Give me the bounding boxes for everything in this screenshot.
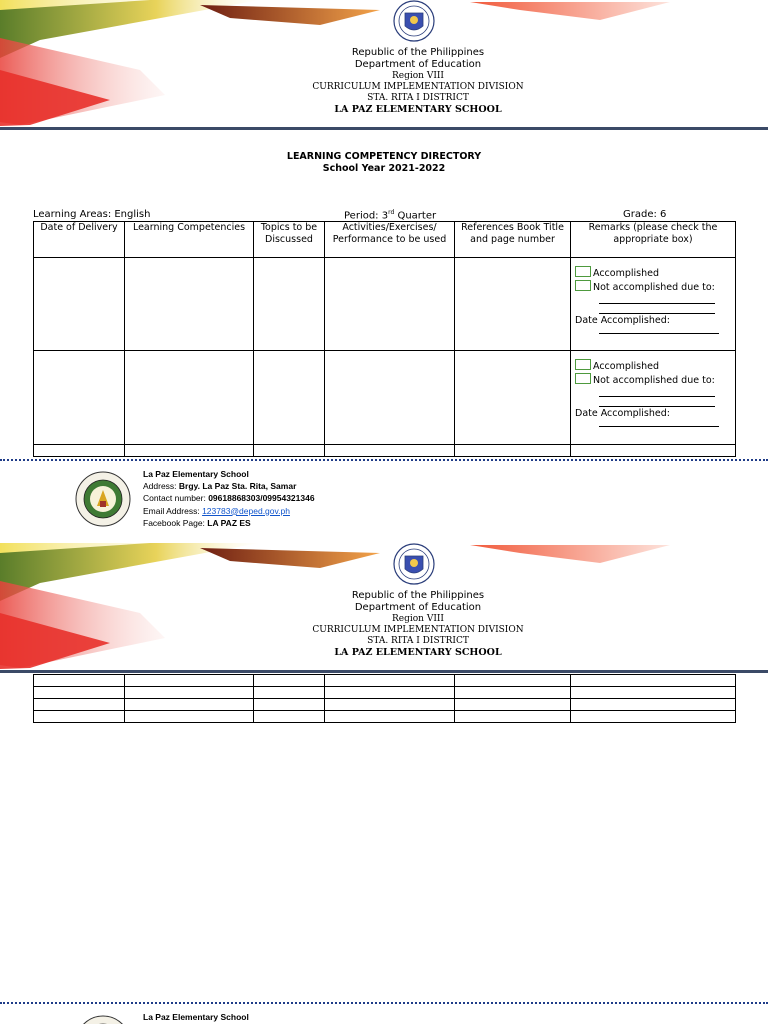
school-logo-icon — [75, 470, 131, 528]
header-division: CURRICULUM IMPLEMENTATION DIVISION — [312, 82, 524, 92]
header-region: Region VIII — [392, 71, 444, 81]
not-accomplished-label: Not accomplished due to: — [593, 281, 715, 293]
school-logo-clip — [75, 1014, 131, 1024]
footer-divider — [0, 1002, 768, 1004]
topic-cell[interactable] — [254, 675, 325, 687]
reason-line[interactable] — [599, 397, 715, 407]
table-row — [34, 445, 736, 457]
grade: Grade: 6 — [623, 209, 667, 220]
reference-cell[interactable] — [455, 675, 571, 687]
school-year: School Year 2021-2022 — [322, 163, 446, 174]
period-suffix: Quarter — [394, 210, 437, 222]
activity-cell[interactable] — [325, 687, 455, 699]
date-cell[interactable] — [34, 445, 125, 457]
footer-contact-number: 09618868303/09954321346 — [208, 493, 315, 504]
date-accomplished-line[interactable] — [599, 420, 719, 427]
footer-school-name: La Paz Elementary School — [143, 1012, 249, 1022]
reason-line[interactable] — [599, 293, 715, 304]
competency-table — [33, 221, 736, 457]
header-republic: Republic of the Philippines — [351, 590, 485, 601]
footer-facebook-label: Facebook Page: — [143, 517, 208, 528]
period-prefix: Period: 3 — [344, 210, 389, 222]
accomplished-label: Accomplished — [593, 268, 659, 279]
competency-cell[interactable] — [125, 675, 254, 687]
agency-header — [268, 47, 568, 116]
remarks-cell[interactable] — [571, 711, 736, 723]
remarks-cell[interactable] — [571, 687, 736, 699]
not-accomplished-checkbox[interactable] — [575, 280, 591, 291]
table-row — [34, 351, 736, 445]
header-remarks: Remarks (please check the appropriate box) — [571, 222, 736, 258]
competency-cell[interactable] — [125, 258, 254, 351]
not-accomplished-checkbox[interactable] — [575, 373, 591, 384]
reference-cell[interactable] — [455, 445, 571, 457]
header-department: Department of Education — [354, 59, 482, 70]
deped-seal-icon — [392, 0, 436, 44]
date-cell[interactable] — [34, 351, 125, 445]
footer-contact — [143, 468, 315, 529]
reference-cell[interactable] — [455, 699, 571, 711]
header-division: CURRICULUM IMPLEMENTATION DIVISION — [312, 625, 524, 635]
header-region: Region VIII — [392, 614, 444, 624]
date-accomplished-label: Date Accomplished: — [575, 315, 670, 326]
footer-divider — [0, 459, 768, 461]
topic-cell[interactable] — [254, 445, 325, 457]
competency-cell[interactable] — [125, 711, 254, 723]
activity-cell[interactable] — [325, 258, 455, 351]
table-header-row — [34, 222, 736, 258]
topic-cell[interactable] — [254, 711, 325, 723]
remarks-cell[interactable] — [571, 699, 736, 711]
header-school: LA PAZ ELEMENTARY SCHOOL — [334, 647, 502, 658]
table-row — [34, 711, 736, 723]
header-activities: Activities/Exercises/ Performance to be used — [325, 222, 455, 258]
topic-cell[interactable] — [254, 687, 325, 699]
not-accomplished-label: Not accomplished due to: — [593, 374, 715, 386]
table-row — [34, 675, 736, 687]
header-learning-competencies: Learning Competencies — [125, 222, 254, 258]
topic-cell[interactable] — [254, 258, 325, 351]
document-title-block — [200, 151, 568, 175]
footer-address: Brgy. La Paz Sta. Rita, Samar — [178, 481, 297, 492]
accomplished-checkbox[interactable] — [575, 266, 591, 277]
table-row — [34, 687, 736, 699]
date-cell[interactable] — [34, 258, 125, 351]
reference-cell[interactable] — [455, 258, 571, 351]
activity-cell[interactable] — [325, 445, 455, 457]
remarks-cell — [571, 258, 736, 351]
competency-table-continued — [33, 674, 736, 723]
activity-cell[interactable] — [325, 675, 455, 687]
competency-cell[interactable] — [125, 687, 254, 699]
school-logo-icon — [75, 1014, 131, 1024]
topic-cell[interactable] — [254, 699, 325, 711]
competency-cell[interactable] — [125, 699, 254, 711]
table-row — [34, 258, 736, 351]
competency-cell[interactable] — [125, 351, 254, 445]
topic-cell[interactable] — [254, 351, 325, 445]
reference-cell[interactable] — [455, 351, 571, 445]
header-department: Department of Education — [354, 602, 482, 613]
header-district: STA. RITA I DISTRICT — [367, 636, 469, 646]
date-cell[interactable] — [34, 711, 125, 723]
header-date-of-delivery: Date of Delivery — [34, 222, 125, 258]
footer-contact-label: Contact number: — [143, 493, 209, 504]
footer-school-name: La Paz Elementary School — [143, 469, 249, 479]
remarks-cell[interactable] — [571, 675, 736, 687]
activity-cell[interactable] — [325, 711, 455, 723]
remarks-cell — [571, 351, 736, 445]
accomplished-checkbox[interactable] — [575, 359, 591, 370]
period-sup: rd — [388, 209, 395, 216]
date-accomplished-line[interactable] — [599, 327, 719, 334]
footer-address-label: Address: — [143, 481, 179, 492]
footer-email-link[interactable]: 123783@deped.gov.ph — [202, 505, 290, 516]
header-references: References Book Title and page number — [455, 222, 571, 258]
table-row — [34, 699, 736, 711]
header-divider — [0, 127, 768, 130]
header-republic: Republic of the Philippines — [351, 47, 485, 58]
header-school: LA PAZ ELEMENTARY SCHOOL — [334, 104, 502, 115]
footer-facebook: LA PAZ ES — [207, 517, 251, 528]
header-topics: Topics to be Discussed — [254, 222, 325, 258]
activity-cell[interactable] — [325, 699, 455, 711]
footer-email-label: Email Address: — [143, 505, 203, 516]
learning-area: Learning Areas: English — [33, 209, 151, 220]
reason-line[interactable] — [599, 304, 715, 314]
agency-header — [268, 590, 568, 659]
date-cell[interactable] — [34, 687, 125, 699]
date-cell[interactable] — [34, 699, 125, 711]
reason-line[interactable] — [599, 386, 715, 397]
period — [344, 209, 436, 221]
deped-seal-icon — [392, 543, 436, 587]
accomplished-label: Accomplished — [593, 361, 659, 372]
reference-cell[interactable] — [455, 711, 571, 723]
footer-contact — [143, 1011, 249, 1023]
activity-cell[interactable] — [325, 351, 455, 445]
document-title: LEARNING COMPETENCY DIRECTORY — [286, 151, 482, 162]
reference-cell[interactable] — [455, 687, 571, 699]
date-accomplished-label: Date Accomplished: — [575, 408, 670, 419]
header-divider — [0, 670, 768, 673]
remarks-cell[interactable] — [571, 445, 736, 457]
header-district: STA. RITA I DISTRICT — [367, 93, 469, 103]
date-cell[interactable] — [34, 675, 125, 687]
competency-cell[interactable] — [125, 445, 254, 457]
